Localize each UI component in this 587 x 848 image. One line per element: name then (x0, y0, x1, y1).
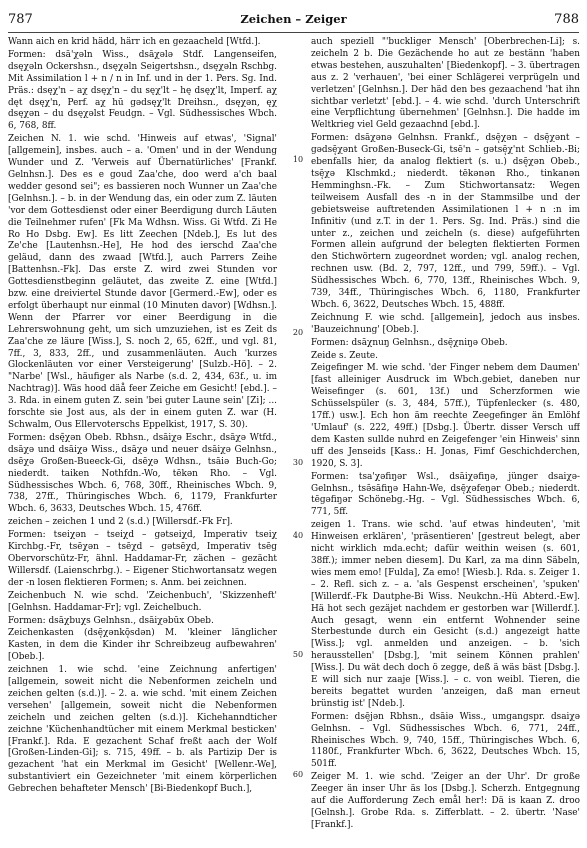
dictionary-paragraph: Formen: tsa'χəfiŋər Wsl., dsāiχəfiŋə, jünger dsaiχə-Gelnhsn., tsə̄sāfiŋə Hahn-We, dsē̜χəfeŋər Obeb.; niederdt. tēgəfiŋər Schönebg.-Hg. – Vgl. Südhessisches Wbch. 6, 771, 5ff. (311, 471, 580, 518)
page-number-right: 788 (554, 11, 579, 27)
dictionary-paragraph: Zeichenkasten (dsē̜χənkō̜sdən) M. 'kleiner länglicher Kasten, in dem die Kinder ihr Schreibzeug aufbewahren' [Obeb.]. (8, 628, 277, 663)
line-number: 20 (292, 328, 304, 337)
dictionary-paragraph: Formen: dsāχənə Gelnhsn. Frankf., dsē̜χən – dsē̜χənt – gədsē̜χənt Großen-Buseck-Gi, tsē'n – gətsē̜χ'nt Schlieb.-Bi; ebenfalls hier, da analog flektiert (s. u.) dsē̜χən Obeb., tsē̜χə Klschmkd.; niederdt. tēkənən Rho., tinkanən Hemminghsn.-Fk. – Zum Stichwortansatz: Wegen teilweisem Ausfall des -n in der Stammsilbe und der gebietsweise auftretenden Assimilationen l + n :n im Infinitiv (und z.T. in der 1. Pers. Sg. Ind. Präs.) sind die unter z., zeichen und zeicheln (s. diese) aufgeführten Formen allein aufgrund der belegten flektierten Formen den Stichwörtern zugeordnet worden; vgl. analog rechen, rechnen usw. (Bd. 2, 797, 12ff., und 799, 59ff.). – Vgl. Südhessisches Wbch. 6, 770, 13ff., Rheinisches Wbch. 9, 739, 34ff., Thüringisches Wbch. 6, 1180, Frankfurter Wbch. 6, 3622, Deutsches Wbch. 15, 488ff. (311, 133, 580, 310)
dictionary-paragraph: Zeichen N. 1. wie schd. 'Hinweis auf etwas', 'Signal' [allgemein], insbes. auch – a. 'Omen' und in der Wendung Wunder und Z. 'Verweis auf Übernatürliches' [Frankf. Gelnhsn.]. Des es e goud Zaa'che, doo werd a'ch baal wedder gesond sei"; es bassieren noch Wunner un Zaa'che [Gelnhsn.]. – b. in der Wendung das, ein oder zum Z. läuten 'vor dem Gottesdienst oder einer Beerdigung durch Läuten die Teilnehmer rufen' [Fk Ma Wdhsn. Wiss. Gi Wtfd. Zi He Ro Ho Dsbg. Ew]. Es litt Zeechen [Ndeb.], Es lut des Ze'che [Lautenhsn.-He], He hod des ierschd Zaa'che geläud, dann des zwaad [Wtfd.], auch Parrers Zeihe [Battenhsn.-Fk]. Das erste Z. wird zwei Stunden vor Gottesdienstbeginn geläutet, das zweite Z. eine [Wtfd.] bzw. eine dreiviertel Stunde davor [Germerd.-Ew], oder es erfolgt überhaupt nur einmal (10 Minuten davor) [Wdhsn.]. Wenn der Pfarrer vor einer Beerdigung in die Lehrerswohnung geht, um sich umzuziehen, ist es Zeit ds Zaa'che ze läure [Wiss.], S. noch 2, 65, 62ff., und vgl. 81, 7ff., 3, 833, 2ff., und zusammenläuten. Auch 'kurzes Glockenläuten vor einer Versteigerung' [Sulzb.-Hö]. – 2. "Narbe' [Wsl., häufiger als Narbe (s.d. 2, 434, 63f., u. im Nachtrag)]. Wäs hood däå feer Zeiche em Gesicht! [ebd.]. – 3. Rda. in einem guten Z. sein 'bei guter Laune sein' [Zi]; ... forschte sie Jost aus, als der in einem guten Z. war (H. Schwalm, Ous Ellervoterschs Eppelkist, 1917, S. 30). (8, 134, 277, 430)
dictionary-paragraph: Formen: dsā'χəln Wiss., dsāχələ Stdf. Langenseifen, dsęχəln Ockershsn., dsęχəln Seigertshsn., dsęχəln Rschbg. Mit Assimilation l + n / n in Inf. und in der 1. Pers. Sg. Ind. Präs.: dsęχ'n – aχ dsęχ'n – du sęχ'lt – hę dsęχ'lt, Imperf. aχ dęt dsęχ'n, Perf. aχ hū gədsęχ'lt Dreihsn., dsęχən, ęχ dsęχən – du dsęχəlst Feudgn. – Vgl. Südhessisches Wbch. 6, 768, 8ff. (8, 49, 277, 132)
dictionary-paragraph: Zeide s. Zeute. (311, 350, 378, 361)
line-number: 40 (292, 531, 304, 540)
dictionary-paragraph: Zeichnung F. wie schd. [allgemein], jedoch aus insbes. 'Bauzeichnung' [Obeb.]. (311, 312, 580, 335)
left-column (8, 37, 277, 843)
dictionary-paragraph: Formen: dsāχnuŋ Gelnhsn., dsē̜χniŋə Obeb. (311, 337, 508, 348)
dictionary-paragraph: Formen: dsāχbuχs Gelnhsn., dsāiχəbūx Obeb. (8, 615, 214, 626)
dictionary-paragraph: Zeichenbuch N. wie schd. 'Zeichenbuch', 'Skizzenheft' [Gelnhsn. Haddamar-Fr]; vgl. Zeichelbuch. (8, 590, 277, 613)
dictionary-paragraph: Formen: tseiχən – tseiχd – gətseiχd, Imperativ tseiχ Kirchbg.-Fr, tsēχən – tsēχd – gətsēχd, Imperativ tsēg Obervorschütz-Fr, ähnl. Haddamar-Fr, zächen – gezächt Willersdf. (Laienschrbg.). – Eigener Stichwortansatz wegen der -n losen flektieren Formen; s. Anm. bei zeichnen. (8, 530, 277, 588)
page-header (8, 10, 579, 28)
dictionary-paragraph: zeichnen 1. wie schd. 'eine Zeichnung anfertigen' [allgemein, soweit nicht die Nebenformen zeicheln und zeichen gelten (s.d.)]. – 2. a. wie schd. 'mit einem Zeichen versehen' [allgemein, soweit nicht die Nebenformen zeicheln und zeichen gelten (s.d.)]. Kichehanndticher zeichne 'Küchenhandtücher mit einem Merkmal besticken' [Frankf.]. Rda. E gezachent Schaf freßt aach der Wolf [Großen-Linden-Gi]; s. 715, 49ff. – b. als Partizip Der is gezachent 'hat ein Merkmal im Gesicht' [Wellenr.-We], substantiviert ein Gezeichneter 'mit einem körperlichen Gebrechen behafteter Mensch' [Bi-Biedenkopf Buch.], (8, 665, 277, 795)
dictionary-paragraph: Wann aich en krid hädd, härr ich en gezaacheld [Wtfd.]. (8, 37, 261, 47)
line-number: 50 (292, 650, 304, 659)
header-rule (8, 32, 579, 33)
dictionary-paragraph: Zeiger M. 1. wie schd. 'Zeiger an der Uhr'. Dr große Zeeger än inser Uhr äs los [Dsbg.]. Scherzh. Entgegnung auf die Aufforderung Zech emål her!: Dä is kaan Z. droo [Gelnsh.]. Grobe Rda. s. Zifferblatt. – 2. übertr. 'Nase' [Frankf.]. (311, 772, 580, 830)
dictionary-paragraph: zeigen 1. Trans. wie schd. 'auf etwas hindeuten', 'mit Hinweisen erklären', 'präsentieren' [gestreut belegt, aber nicht wirklich mda.echt; dafür weithin weisen (s. 601, 38ff.); immer neben diesem]. Du Karl, za ma dinn Säbeln, wies mem emo! [Fulda], Za emo! [Wiesb.]. Rda. s. Zeiger 1. – 2. Refl. sich z. – a. 'als Gespenst erscheinen', 'spuken' [Willerdf.-Fk Dautphe-Bi Wiss. Neukchn.-Hü Abterd.-Ew]. Hä hot sech gezäjet nachdem er gestorben war [Willerdf.]. Auch gesagt, wenn ein entfernt Wohnender seine Sterbestunde durch ein Gesicht (s.d.) angezeigt hatte [Wiss.]; vgl. anmelden und anzeigen. – b. 'sich herausstellen' [Dsbg.], 'mit seinem Können prahlen' [Wiss.]. Du wät dech doch ö zegge, deß ä wäs bäst [Dsbg.]. E will sich nur zaaje [Wiss.]. – c. von weibl. Tieren, die bereits begattet wurden 'anzeigen, daß man erneut brünstig ist' [Ndeb.]. (311, 520, 580, 709)
line-number: 60 (292, 770, 304, 779)
dictionary-paragraph: zeichen – zeichen 1 und 2 (s.d.) [Willersdf.-Fk Fr]. (8, 517, 233, 528)
dictionary-paragraph: Formen: dsę̄χən Obeb. Rbhsn., dsāiχə Eschr., dsāχə Wtfd., dsāχə und dsāiχə Wiss., dsāχə und neuer dsāiχə Gelnhsn., dsēχə Großen-Bueeck-Gi, dsēχə Wdhsn., tsāiə Buch-Go; niederdt. taiken Nothfdn.-Wo, tēkən Rho. – Vgl. Südhessisches Wbch. 6, 768, 30ff., Rheinisches Wbch. 9, 738, 27ff., Thüringisches Wbch. 6, 1179, Frankfurter Wbch. 6, 3633, Deutsches Wbch. 15, 476ff. (8, 432, 277, 515)
running-title: Zeichen – Zeiger (240, 12, 347, 26)
right-column (311, 37, 580, 843)
line-number: 10 (292, 155, 304, 164)
dictionary-paragraph: auch speziell "'buckliger Mensch' [Oberbrechen-Li]; s. zeicheln 2 b. Die Gezächende ho aut ze bestänn 'haben etwas bestehen, auszuhalten' [Biedenkopf]. – 3. übertragen aus z. 2 'verhauen', 'bei einer Schlägerei verprügeln und verletzen' [Gelnhsn.]. Der häd den bes gezaachend 'hat ihn sichtbar verletzt' [ebd.]. – 4. wie schd. 'durch Unterschrift eine Verpflichtung übernehmen' [Gelnhsn.]. Die hadde im Weltkrieg viel Geld gezaachnd [ebd.]. (311, 37, 580, 131)
dictionary-paragraph: Formen: dsē̜jən Rbhsn., dsāiə Wiss., umgangspr. dsaiχə Gelnhsn. – Vgl. Südhessisches Wbch. 6, 771, 24ff., Rheinisches Wbch. 9, 740, 15ff., Thüringisches Wbch. 6, 1180f., Frankfurter Wbch. 6, 3622, Deutsches Wbch. 15, 501ff. (311, 711, 580, 770)
page-number-left: 787 (8, 11, 33, 27)
dictionary-paragraph: Zeigefinger M. wie schd. 'der Finger nebem dem Daumen' [fast alleiniger Ausdruck im Wbch.gebiet, daneben nur Weisefinger (s. 601, 13f.) und Scherzformen wie Schüsselspüler (s. 3, 484, 57ff.), Tüpfenlecker (s. 480, 17ff.) usw.]. Ech hon äm reechte Zeegefinger än Emlöhf 'Umlauf' (s. 222, 49ff.) [Dsbg.]. Übertr. disser Versch uff dem Kasten sullde nuhrd en Zeigefenger 'ein Hinweis' sinn uff des Jenseids [Kass.: H. Jonas, Fimf Geschichderchen, 1920, S. 3]. (311, 363, 580, 469)
line-number: 30 (292, 458, 304, 467)
